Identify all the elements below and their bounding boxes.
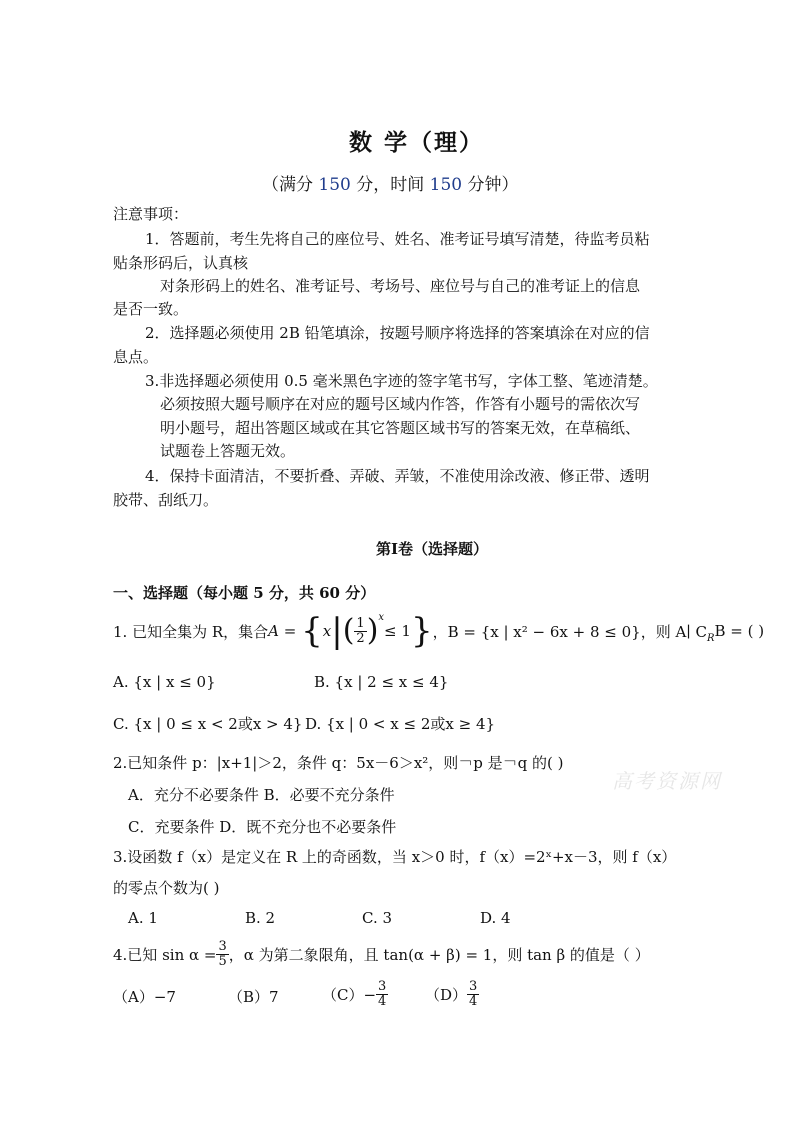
question-1-stem — [113, 604, 764, 658]
notice-line: 胶带、刮纸刀。 — [113, 491, 219, 509]
question-3-stem-cont: 的零点个数为( ) — [113, 879, 220, 897]
notice-line: 2．选择题必须使用 2B 铅笔填涂，按题号顺序将选择的答案填涂在对应的信 — [145, 324, 650, 342]
notice-line: 明小题号，超出答题区域或在其它答题区域书写的答案无效，在草稿纸、 — [160, 419, 641, 437]
notice-line: 必须按照大题号顺序在对应的题号区域内作答，作答有小题号的需依次写 — [160, 395, 641, 413]
notice-line: 息点。 — [113, 348, 159, 366]
q1-exponent: x — [378, 612, 385, 623]
q1-option-a: A. {x | x ≤ 0} — [113, 673, 216, 691]
q1-half-num: 1 — [356, 615, 365, 631]
q1-prefix: 1. 已知全集为 R，集合 — [113, 622, 269, 641]
notice-heading: 注意事项： — [113, 205, 189, 223]
q3-option-a: A. 1 — [128, 909, 158, 927]
section-title: 第Ⅰ卷（选择题） — [376, 540, 489, 558]
q3-option-b: B. 2 — [245, 909, 276, 927]
notice-line: 试题卷上答题无效。 — [160, 442, 296, 460]
left-paren-icon: ( — [342, 613, 355, 648]
q4-option-d — [425, 976, 479, 1012]
q1-option-c: C. {x | 0 ≤ x < 2或x > 4} — [113, 715, 303, 733]
q1-equals: = — [279, 622, 302, 640]
subtitle-prefix: （满分 — [262, 175, 319, 195]
notice-line: 是否一致。 — [113, 300, 189, 318]
q4-option-b: （B）7 — [228, 988, 279, 1006]
q4-option-d-label: （D） — [425, 985, 468, 1004]
full-score: 150 — [318, 175, 351, 195]
q4-option-c-fraction — [376, 980, 388, 1008]
subtitle-suffix: 分钟） — [462, 175, 519, 195]
q4-option-c-den: 4 — [378, 993, 387, 1009]
q4-num: 3 — [218, 938, 227, 954]
q4-option-c-num: 3 — [378, 978, 387, 994]
watermark: 高考资源网 — [612, 769, 722, 793]
right-brace-icon: } — [410, 611, 433, 651]
q3-option-d: D. 4 — [480, 909, 511, 927]
q4-den: 5 — [218, 953, 227, 969]
exam-title: 数 学（理） — [349, 129, 485, 156]
exam-time: 150 — [429, 175, 463, 195]
exam-subtitle — [262, 170, 519, 195]
q1-cond-x: x — [322, 622, 332, 640]
q1-half-den: 2 — [356, 630, 365, 646]
notice-line: 3.非选择题必须使用 0.5 毫米黑色字迹的签字笔书写，字体工整、笔迹清楚。 — [145, 372, 658, 390]
q2-options-ab: A．充分不必要条件 B．必要不充分条件 — [128, 786, 395, 804]
q1-tail: B = ( ) — [714, 622, 765, 640]
q1-set-b: ，B = {x | x² − 6x + 8 ≤ 0}，则 A∣ C — [432, 622, 707, 641]
q1-subscript-r: R — [706, 633, 715, 644]
q1-option-d: D. {x | 0 < x ≤ 2或x ≥ 4} — [305, 715, 496, 733]
question-3-stem: 3.设函数 f（x）是定义在 R 上的奇函数，当 x＞0 时，f（x）=2ˣ+x－3，则 f（x） — [113, 848, 677, 866]
notice-line: 对条形码上的姓名、准考证号、考场号、座位号与自己的准考证上的信息 — [160, 277, 641, 295]
q1-half-fraction — [354, 617, 366, 645]
subtitle-mid: 分，时间 — [350, 175, 430, 195]
q4-option-c-label: （C）− — [322, 985, 377, 1004]
q4-prefix: 4.已知 sin α = — [113, 945, 217, 964]
question-4-stem — [113, 936, 650, 972]
q4-suffix: ，α 为第二象限角，且 tan(α + β) = 1，则 tan β 的值是（ ） — [228, 945, 650, 964]
q4-fraction — [216, 940, 228, 968]
notice-line: 贴条形码后，认真核 — [113, 254, 249, 272]
q4-option-a: （A）−7 — [113, 988, 176, 1006]
question-2-stem: 2.已知条件 p：|x+1|＞2，条件 q：5x－6＞x²，则￢p 是￢q 的( ) — [113, 754, 564, 772]
notice-line: 4．保持卡面清洁，不要折叠、弄破、弄皱，不准使用涂改液、修正带、透明 — [145, 467, 650, 485]
q4-option-d-den: 4 — [469, 993, 478, 1009]
q1-option-b: B. {x | 2 ≤ x ≤ 4} — [314, 673, 449, 691]
notice-line: 1．答题前，考生先将自己的座位号、姓名、准考证号填写清楚，待监考员粘 — [145, 230, 650, 248]
q1-le1: ≤ 1 — [384, 622, 411, 640]
right-paren-icon: ) — [366, 613, 379, 648]
part-title: 一、选择题（每小题 5 分，共 60 分） — [113, 584, 376, 602]
q4-option-d-num: 3 — [469, 978, 478, 994]
q2-options-cd: C．充要条件 D．既不充分也不必要条件 — [128, 818, 397, 836]
bar-icon: | — [331, 611, 343, 651]
q4-option-d-fraction — [467, 980, 479, 1008]
q3-option-c: C. 3 — [362, 909, 393, 927]
left-brace-icon: { — [301, 611, 323, 651]
q4-option-c — [322, 976, 388, 1012]
q1-set-a: A — [268, 622, 279, 640]
